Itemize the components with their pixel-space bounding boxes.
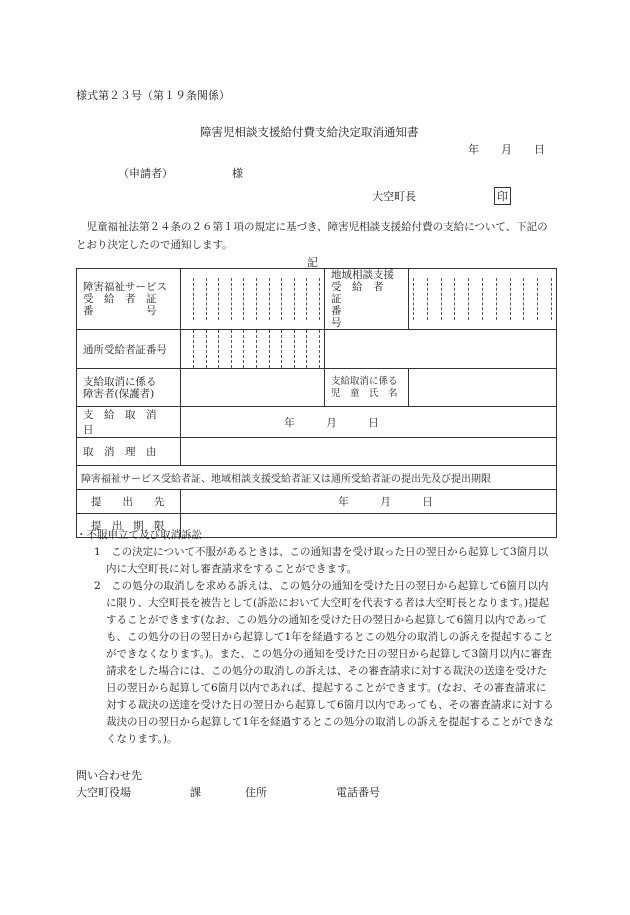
regional-support-label bbox=[325, 269, 409, 330]
form-table bbox=[76, 268, 557, 538]
label-line: 障害者(保護者) bbox=[83, 387, 155, 400]
digit-box bbox=[537, 278, 552, 320]
digit-box bbox=[256, 330, 269, 368]
issuer-name bbox=[372, 187, 511, 205]
digit-box bbox=[218, 278, 231, 320]
digit-box bbox=[281, 278, 294, 320]
digit-box bbox=[269, 330, 282, 368]
form-number: 様式第２３号（第１９条関係） bbox=[76, 89, 230, 102]
day-service-label: 通所受給者証番号 bbox=[77, 330, 181, 369]
digit-box bbox=[281, 330, 294, 368]
appeal-item-1: 1 この決定について不服があるときは、この通知書を受け取った日の翌日から起算して3箇月以内に大空町長に対し審査請求をすることができます。 bbox=[94, 546, 549, 575]
regional-support-number-field[interactable] bbox=[409, 269, 557, 330]
label-line: 支給取消に係る bbox=[83, 375, 157, 388]
cancel-date-label: 支 給 取 消 日 bbox=[77, 407, 181, 438]
digit-box bbox=[231, 278, 244, 320]
digit-box bbox=[413, 278, 427, 320]
digit-box bbox=[306, 278, 320, 320]
document-title: 障害児相談支援給付費支給決定取消通知書 bbox=[200, 125, 419, 139]
table-row bbox=[77, 330, 557, 369]
cancel-date-field[interactable]: 年 月 日 bbox=[181, 407, 557, 438]
blank-cell bbox=[325, 330, 557, 369]
digit-box bbox=[256, 278, 269, 320]
table-row bbox=[77, 438, 557, 466]
table-row bbox=[77, 466, 557, 490]
label-line: 受 給 者 証 bbox=[331, 281, 394, 305]
contact-phone: 電話番号 bbox=[336, 786, 380, 799]
label-line: 番 号 bbox=[331, 305, 394, 329]
cancel-child-field[interactable] bbox=[409, 369, 557, 407]
label-line: 支給取消に係る bbox=[331, 375, 398, 387]
day-service-number-field[interactable] bbox=[181, 330, 325, 369]
cancel-person-label bbox=[77, 369, 181, 407]
body-text: 児童福祉法第２４条の２６第１項の規定に基づき、障害児相談支援給付費の支給について、下記のとおり決定したので通知します。 bbox=[76, 221, 548, 251]
digit-box bbox=[482, 278, 496, 320]
digit-box bbox=[294, 278, 307, 320]
seal-mark: 印 bbox=[494, 187, 511, 205]
label-line: 児 童 氏 名 bbox=[331, 387, 398, 399]
contact-address: 住所 bbox=[245, 786, 267, 799]
submit-to-field[interactable]: 年 月 日 bbox=[181, 490, 557, 514]
digit-box bbox=[206, 330, 219, 368]
appeal-item-2: 2 この処分の取消しを求める訴えは、この処分の通知を受けた日の翌日から起算して6箇月以内に限り、大空町長を被告として(訴訟において大空町を代表する者は大空町長となります。)提起することができます(なお、この処分の通知を受けた日の翌日から起算して6箇月以内であっても、この処分の日の翌日から起算して1年を経過するとこの処分の取消しの訴えを提起することができなくなります。)。また、この処分の通知を受けた日の翌日から起算して3箇月以内に審査請求をした場合には、この処分の取消しの訴えは、その審査請求に対する裁決の送達を受けた日の翌日から起算して6箇月以内であれば、提起することができます。(なお、その審査請求に対する裁決の送達を受けた日の翌日から起算して6箇月以内であっても、その審査請求に対する裁決の日の翌日から起算して1年を経過するとこの処分の取消しの訴えを提起することができなくなります。)。 bbox=[94, 580, 554, 745]
table-row bbox=[77, 407, 557, 438]
digit-box bbox=[218, 330, 231, 368]
contact-office: 大空町役場 bbox=[76, 786, 131, 799]
digit-box bbox=[306, 330, 320, 368]
digit-box bbox=[193, 278, 206, 320]
table-row bbox=[77, 369, 557, 407]
issue-date: 年 月 日 bbox=[468, 143, 545, 156]
deadline-label: 提 出 期 限 bbox=[77, 514, 181, 538]
digit-box bbox=[294, 330, 307, 368]
cancel-person-field[interactable] bbox=[181, 369, 325, 407]
table-row bbox=[77, 490, 557, 514]
submission-header: 障害福祉サービス受給者証、地域相談支援受給者証又は通所受給者証の提出先及び提出期限 bbox=[77, 466, 557, 490]
table-row bbox=[77, 269, 557, 330]
welfare-service-label bbox=[77, 269, 181, 330]
reason-label: 取 消 理 由 bbox=[77, 438, 181, 466]
digit-box bbox=[441, 278, 455, 320]
digit-box bbox=[510, 278, 524, 320]
appeal-heading: ・不服申立て及び取消訴訟 bbox=[76, 529, 202, 541]
digit-box bbox=[206, 278, 219, 320]
contact-section: 課 bbox=[190, 786, 201, 799]
issuer-label: 大空町長 bbox=[372, 190, 416, 203]
applicant-label: （申請者） bbox=[118, 167, 173, 180]
submit-to-label: 提 出 先 bbox=[77, 490, 181, 514]
digit-box bbox=[523, 278, 537, 320]
digit-box bbox=[243, 330, 256, 368]
digit-box bbox=[243, 278, 256, 320]
reason-field[interactable] bbox=[181, 438, 557, 466]
digit-box bbox=[193, 330, 206, 368]
ki-label: 記 bbox=[307, 256, 318, 269]
label-line: 受 給 者 証 bbox=[83, 293, 157, 305]
digit-box bbox=[496, 278, 510, 320]
appeal-section bbox=[76, 527, 556, 748]
label-line: 地域相談支援 bbox=[331, 269, 394, 281]
digit-box bbox=[468, 278, 482, 320]
contact-heading: 問い合わせ先 bbox=[76, 769, 142, 782]
label-line: 障害福祉サービス bbox=[83, 281, 167, 293]
digit-box bbox=[231, 330, 244, 368]
honorific: 様 bbox=[232, 167, 243, 180]
welfare-service-number-field[interactable] bbox=[181, 269, 325, 330]
digit-box bbox=[269, 278, 282, 320]
cancel-child-label bbox=[325, 369, 409, 407]
digit-box bbox=[427, 278, 441, 320]
label-line: 番 号 bbox=[83, 305, 157, 317]
digit-box bbox=[454, 278, 468, 320]
